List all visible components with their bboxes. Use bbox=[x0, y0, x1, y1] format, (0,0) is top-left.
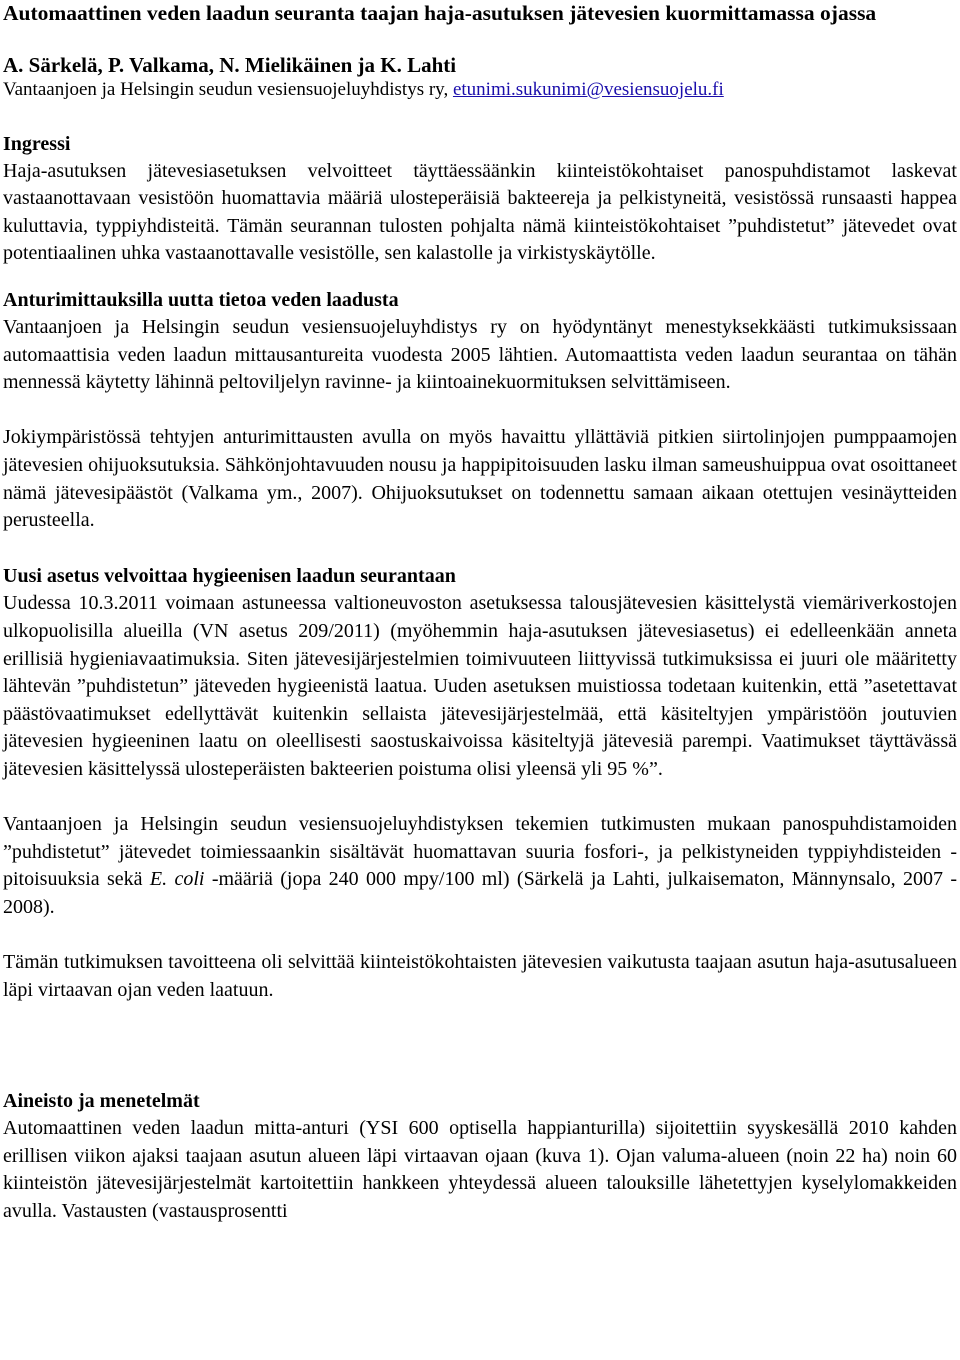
affiliation-org: Vantaanjoen ja Helsingin seudun vesiensuojeluyhdistys ry, bbox=[3, 79, 453, 100]
paragraph-text: -määriä (jopa 240 000 mpy/100 ml) (Särkelä ja Lahti, julkaisematon, Männynsalo, 2007 - 2008). bbox=[3, 868, 957, 918]
paragraph-asetus-2 bbox=[3, 811, 957, 921]
spacer bbox=[3, 921, 957, 949]
spacer bbox=[3, 1004, 957, 1087]
spacer bbox=[3, 102, 957, 130]
email-link[interactable]: etunimi.sukunimi@vesiensuojelu.fi bbox=[452, 79, 724, 100]
paragraph-asetus-1: Uudessa 10.3.2011 voimaan astuneessa valtioneuvoston asetuksessa talousjätevesien käsittelystä viemäriverkostojen ulkopuolisilla alueilla (VN asetus 209/2011) (myöhemmin haja-asutuksen jätevesiasetus) ei edelleenkään anneta erillisiä hygieniavaatimuksia. Siten jätevesijärjestelmien toimivuuteen liittyvissä tutkimuksissa ei juuri ole määritetty lähtevän ”puhdistetun” jäteveden hygieenistä laatua. Uuden asetuksen muistiossa todetaan kuitenkin, että ”asetettavat päästövaatimukset edellyttävät kuitenkin sellaista jätevesijärjestelmää, että käsiteltyjen ympäristöön joutuvien jätevesien hygieeninen laatu on oleellisesti saostuskaivoissa käsiteltyjä jätevesiä parempi. Vaatimukset täyttävässä jätevesien käsittelyssä ulosteperäisten bakteerien poistuma olisi yleensä yli 95 %”. bbox=[3, 592, 957, 780]
paragraph-anturi-2: Jokiympäristössä tehtyjen anturimittausten avulla on myös havaittu yllättäviä pitkien siirtolinjojen pumppaamojen jätevesien ohijuoksutuksia. Sähkönjohtavuuden nousu ja happipitoisuuden lasku ilman sameushuippua ovat osoittaneet nämä jätevesipäästöt (Valkama ym., 2007). Ohijuoksutukset on todennettu samaan aikaan otettujen vesinäytteiden perusteella. bbox=[3, 426, 957, 532]
spacer bbox=[3, 535, 957, 563]
paragraph-asetus-3: Tämän tutkimuksen tavoitteena oli selvittää kiinteistökohtaisten jätevesien vaikutusta taajaan asutun haja-asutusalueen läpi virtaavan ojan veden laatuun. bbox=[3, 951, 957, 1001]
section-heading-anturi: Anturimittauksilla uutta tietoa veden laadusta bbox=[3, 288, 399, 311]
spacer bbox=[3, 397, 957, 425]
affiliation bbox=[3, 78, 957, 102]
spacer bbox=[3, 783, 957, 811]
spacer bbox=[3, 268, 957, 286]
paragraph-text: Vantaanjoen ja Helsingin seudun vesiensuojeluyhdistyksen tekemien tutkimusten mukaan panospuhdistamoiden ”puhdistetut” jätevedet toimiessaankin sisältävät huomattavan suuria fosfori-, ja pelkistyneiden typpiyhdisteiden -pitoisuuksia sekä bbox=[3, 813, 957, 891]
section-heading-aineisto: Aineisto ja menetelmät bbox=[3, 1090, 200, 1113]
italic-species-name: E. coli bbox=[149, 868, 205, 891]
section-heading-asetus: Uusi asetus velvoittaa hygieenisen laadun seurantaan bbox=[3, 565, 456, 588]
author-list: A. Särkelä, P. Valkama, N. Mielikäinen ja K. Lahti bbox=[3, 53, 457, 77]
paragraph-anturi-1: Vantaanjoen ja Helsingin seudun vesiensuojeluyhdistys ry on hyödyntänyt menestyksekkäästi tutkimuksissaan automaattisia veden laadun mittausantureita vuodesta 2005 lähtien. Automaattista veden laadun seurantaa on tähän mennessä käytetty lähinnä peltoviljelyn ravinne- ja kiintoainekuormituksen selvittämiseen. bbox=[3, 315, 957, 394]
document-title: Automaattinen veden laadun seuranta taajan haja-asutuksen jätevesien kuormittamassa ojassa bbox=[3, 1, 877, 25]
section-heading-ingressi: Ingressi bbox=[3, 132, 71, 155]
paragraph-ingressi: Haja-asutuksen jätevesiasetuksen velvoitteet täyttäessäänkin kiinteistökohtaiset panospuhdistamot laskevat vastaanottavaan vesistöön huomattavia määriä ulosteperäisiä bakteereja ja pelkistyneitä, vesistössä runsaasti happea kuluttavia, typpiyhdisteitä. Tämän seurannan tulosten pohjalta nämä kiinteistökohtaiset ”puhdistetut” jätevedet ovat potentiaalinen uhka vastaanottavalle vesistölle, sen kalastolle ja virkistyskäytölle. bbox=[3, 159, 957, 265]
paragraph-aineisto-1: Automaattinen veden laadun mitta-anturi (YSI 600 optisella happianturilla) sijoitettiin syyskesällä 2010 kahden erillisen viikon ajaksi taajaan asutun alueen läpi virtaavan ojaan (kuva 1). Ojan valuma-alueen (noin 22 ha) noin 60 kiinteistön jätevesijärjestelmät kartoitettiin hankkeen yhteydessä alueen talouksille lähetettyjen kyselylomakkeiden avulla. Vastausten (vastausprosentti bbox=[3, 1117, 957, 1222]
